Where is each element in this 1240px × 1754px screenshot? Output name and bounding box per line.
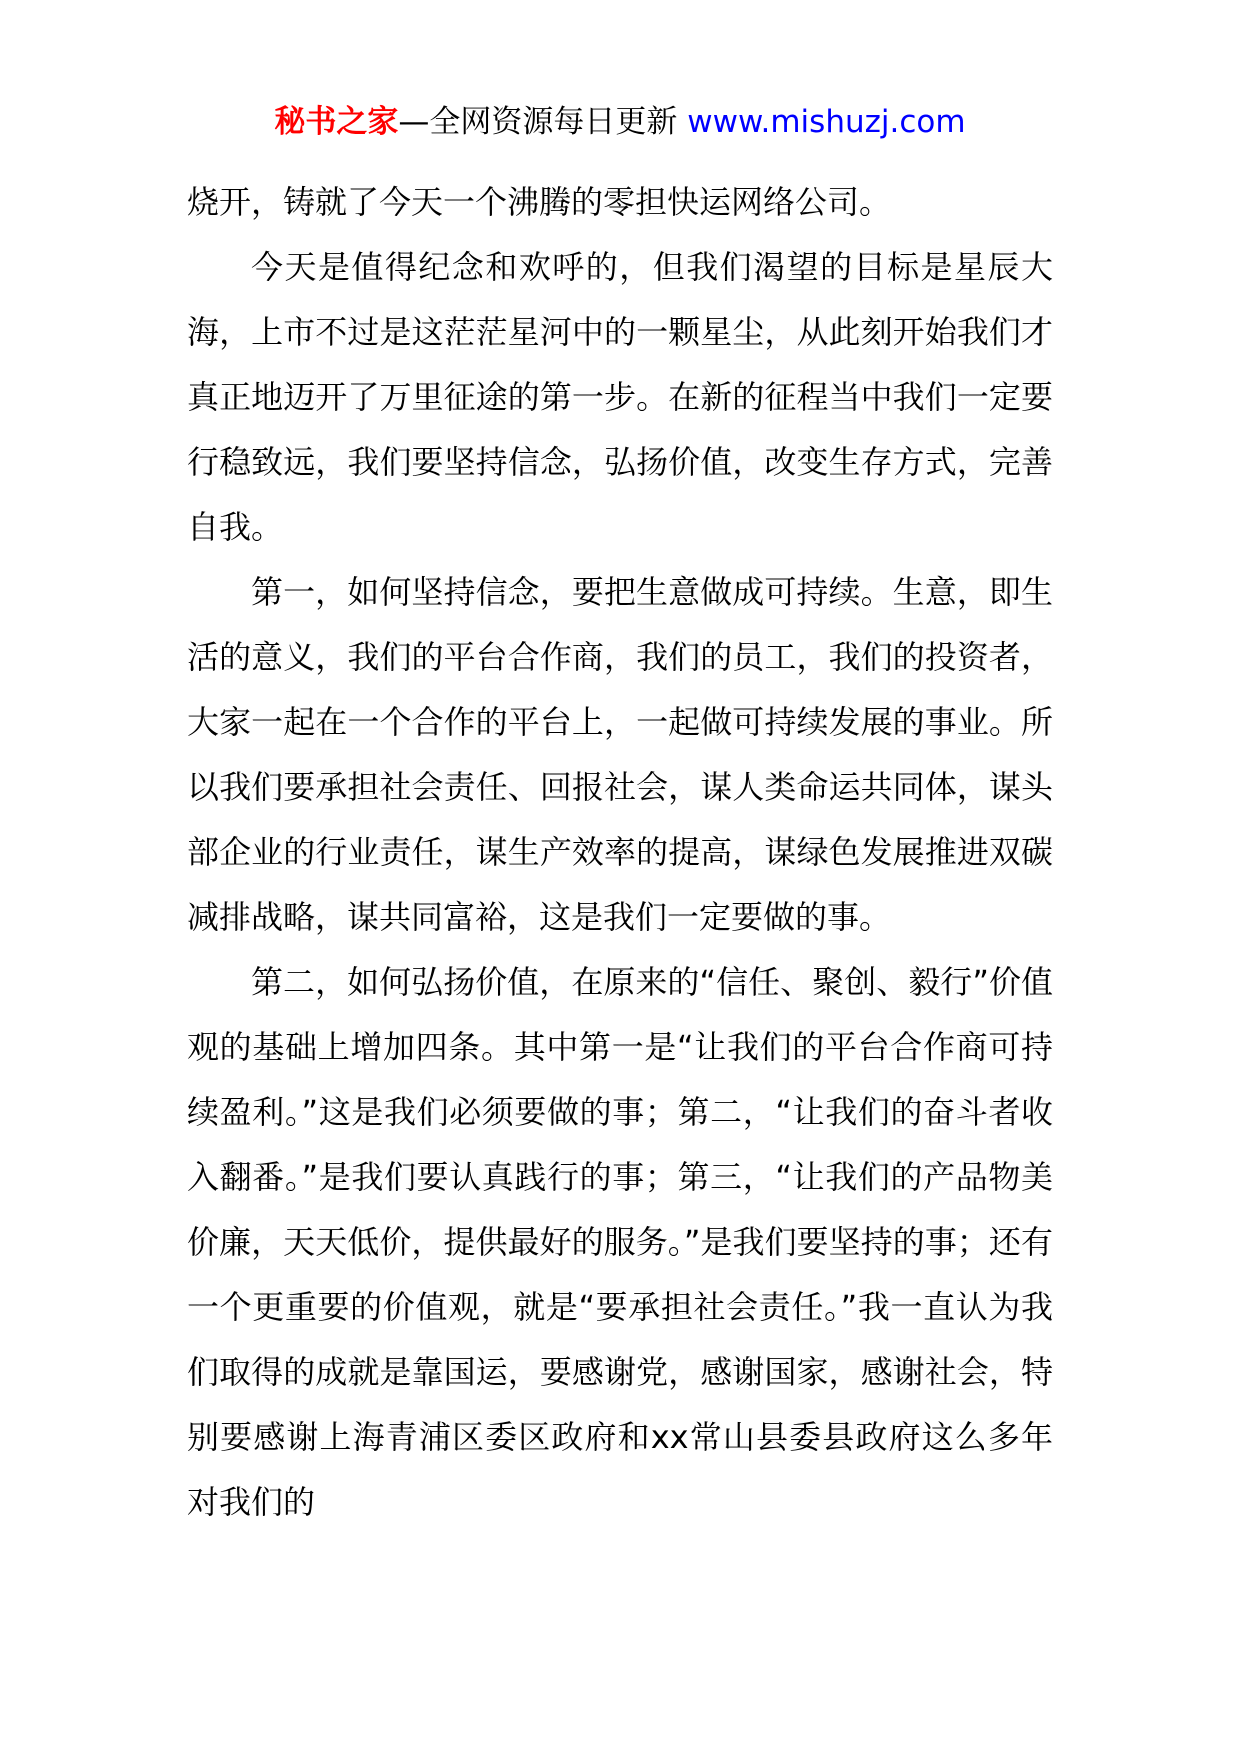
paragraph: 第一，如何坚持信念，要把生意做成可持续。生意，即生活的意义，我们的平台合作商，我们的员工，我们的投资者，大家一起在一个合作的平台上，一起做可持续发展的事业。所以我们要承担社会责任、回报社会，谋人类命运共同体，谋头部企业的行业责任，谋生产效率的提高，谋绿色发展推进双碳减排战略，谋共同富裕，这是我们一定要做的事。 <box>187 573 1053 936</box>
paragraph: 第二，如何弘扬价值，在原来的“信任、聚创、毅行”价值观的基础上增加四条。其中第一是“让我们的平台合作商可持续盈利。”这是我们必须要做的事；第二，“让我们的奋斗者收入翻番。”是我们要认真践行的事；第三，“让我们的产品物美价廉，天天低价，提供最好的服务。”是我们要坚持的事；还有一个更重要的价值观，就是“要承担社会责任。”我一直认为我们取得的成就是靠国运，要感谢党，感谢国家，感谢社会，特别要感谢上海青浦区委区政府和xx常山县委县政府这么多年对我们的 <box>187 963 1053 1521</box>
document-body <box>187 170 1053 1535</box>
header-tagline: —全网资源每日更新 <box>398 104 678 140</box>
page-header <box>0 100 1240 144</box>
paragraph: 今天是值得纪念和欢呼的，但我们渴望的目标是星辰大海，上市不过是这茫茫星河中的一颗星尘，从此刻开始我们才真正地迈开了万里征途的第一步。在新的征程当中我们一定要行稳致远，我们要坚持信念，弘扬价值，改变生存方式，完善自我。 <box>187 248 1053 546</box>
paragraph-continuation: 烧开，铸就了今天一个沸腾的零担快运网络公司。 <box>187 183 892 221</box>
brand-name: 秘书之家 <box>274 104 399 140</box>
site-url-link[interactable]: www.mishuzj.com <box>687 104 966 140</box>
